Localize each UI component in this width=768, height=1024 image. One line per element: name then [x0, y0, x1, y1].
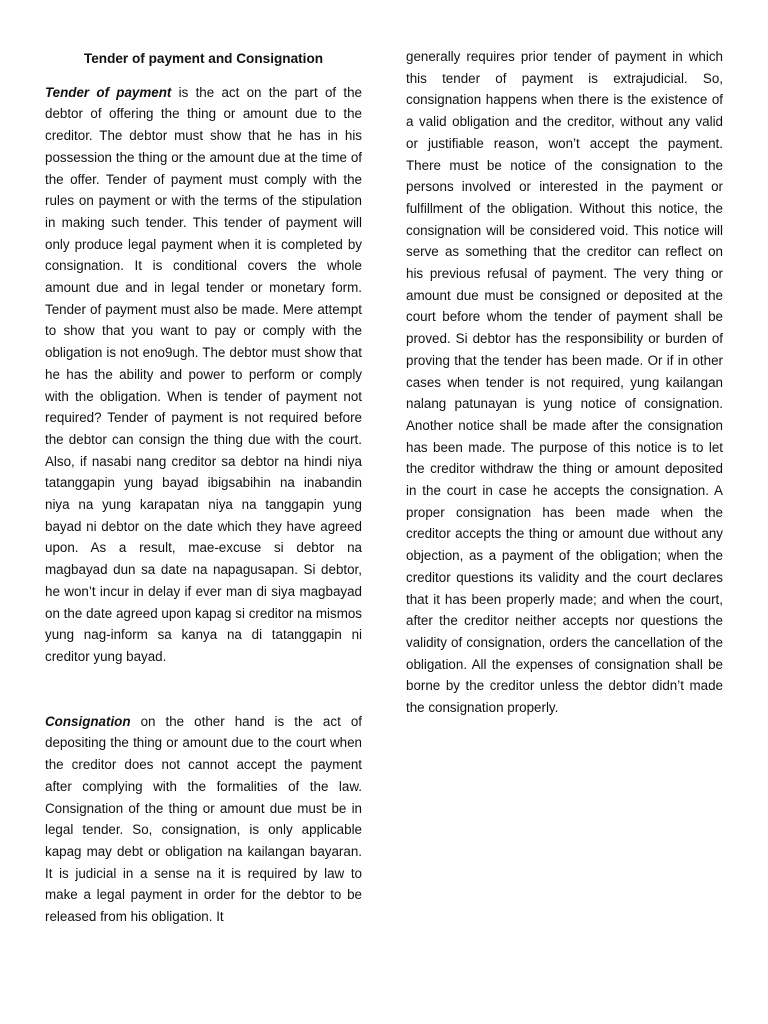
left-column	[45, 40, 362, 928]
consignation-text-left: on the other hand is the act of depositing the thing or amount due to the court when the creditor does not cannot accept the payment after complying with the formalities of the law. Consignation of the thing or amount due must be in legal tender. So, consignation, is only applicable kapag may debt or obligation na kailangan bayaran. It is judicial in a sense na it is required by law to make a legal payment in order for the debtor to be released from his obligation. It	[45, 713, 362, 925]
right-column	[406, 46, 723, 719]
document-title: Tender of payment and Consignation	[83, 51, 324, 66]
consignation-term: Consignation	[45, 713, 131, 729]
consignation-paragraph	[45, 711, 362, 928]
tender-of-payment-text: is the act on the part of the debtor of offering the thing or amount due to the creditor. The debtor must show that he has in his possession the thing or the amount due at the time of the offer. Tender of payment must comply with the rules on payment or with the terms of the stipulation in making such tender. This tender of payment will only produce legal payment when it is completed by consignation. It is conditional covers the whole amount due and in legal tender or monetary form. Tender of payment must also be made. Mere attempt to show that you want to pay or comply with the obligation is not eno9ugh. The debtor must show that he has the ability and power to perform or comply with the obligation. When is tender of payment not required? Tender of payment is not required before the debtor can consign the thing due with the court. Also, if nasabi nang creditor sa debtor na hindi niya tatanggapin yung bayad ibigsabihin na inabandin niya na yung karapatan niya na tanggapin yung bayad ni debtor on the date which they have agreed upon. As a result, mae-excuse si debtor na magbayad dun sa date na napagusapan. Si debtor, he won’t incur in delay if ever man di siya magbayad on the date agreed upon kapag si creditor na mismos yung nag-inform sa kanya na di tatanggapin ni creditor yung bayad.	[45, 84, 363, 664]
paragraph-spacer	[45, 668, 362, 711]
consignation-continued-paragraph: generally requires prior tender of payment in which this tender of payment is extrajudicial. So, consignation happens when there is the existence of a valid obligation and the creditor, without any valid or justifiable reason, won’t accept the payment. There must be notice of the consignation to the persons involved or interested in the payment or fulfillment of the obligation. Without this notice, the consignation will be considered void. This notice will serve as something that the creditor can reflect on his previous refusal of payment. The very thing or amount due must be consigned or deposited at the court before whom the tender of payment shall be proved. Si debtor has the responsibility or burden of proving that the tender has been made. Or if in other cases when tender is not required, yung kailangan nalang patunayan is yung notice of consignation. Another notice shall be made after the consignation has been made. The purpose of this notice is to let the creditor withdraw the thing or amount deposited in the court in case he accepts the consignation. A proper consignation has been made when the creditor accepts the thing or amount due without any objection, as a payment of the obligation; when the creditor questions its validity and the court declares that it has been properly made; and when the court, after the creditor neither accepts nor questions the validity of consignation, orders the cancellation of the obligation. All the expenses of consignation shall be borne by the creditor unless the debtor didn’t made the consignation properly.	[406, 49, 723, 716]
tender-of-payment-paragraph	[45, 82, 362, 668]
tender-of-payment-term: Tender of payment	[45, 84, 172, 100]
